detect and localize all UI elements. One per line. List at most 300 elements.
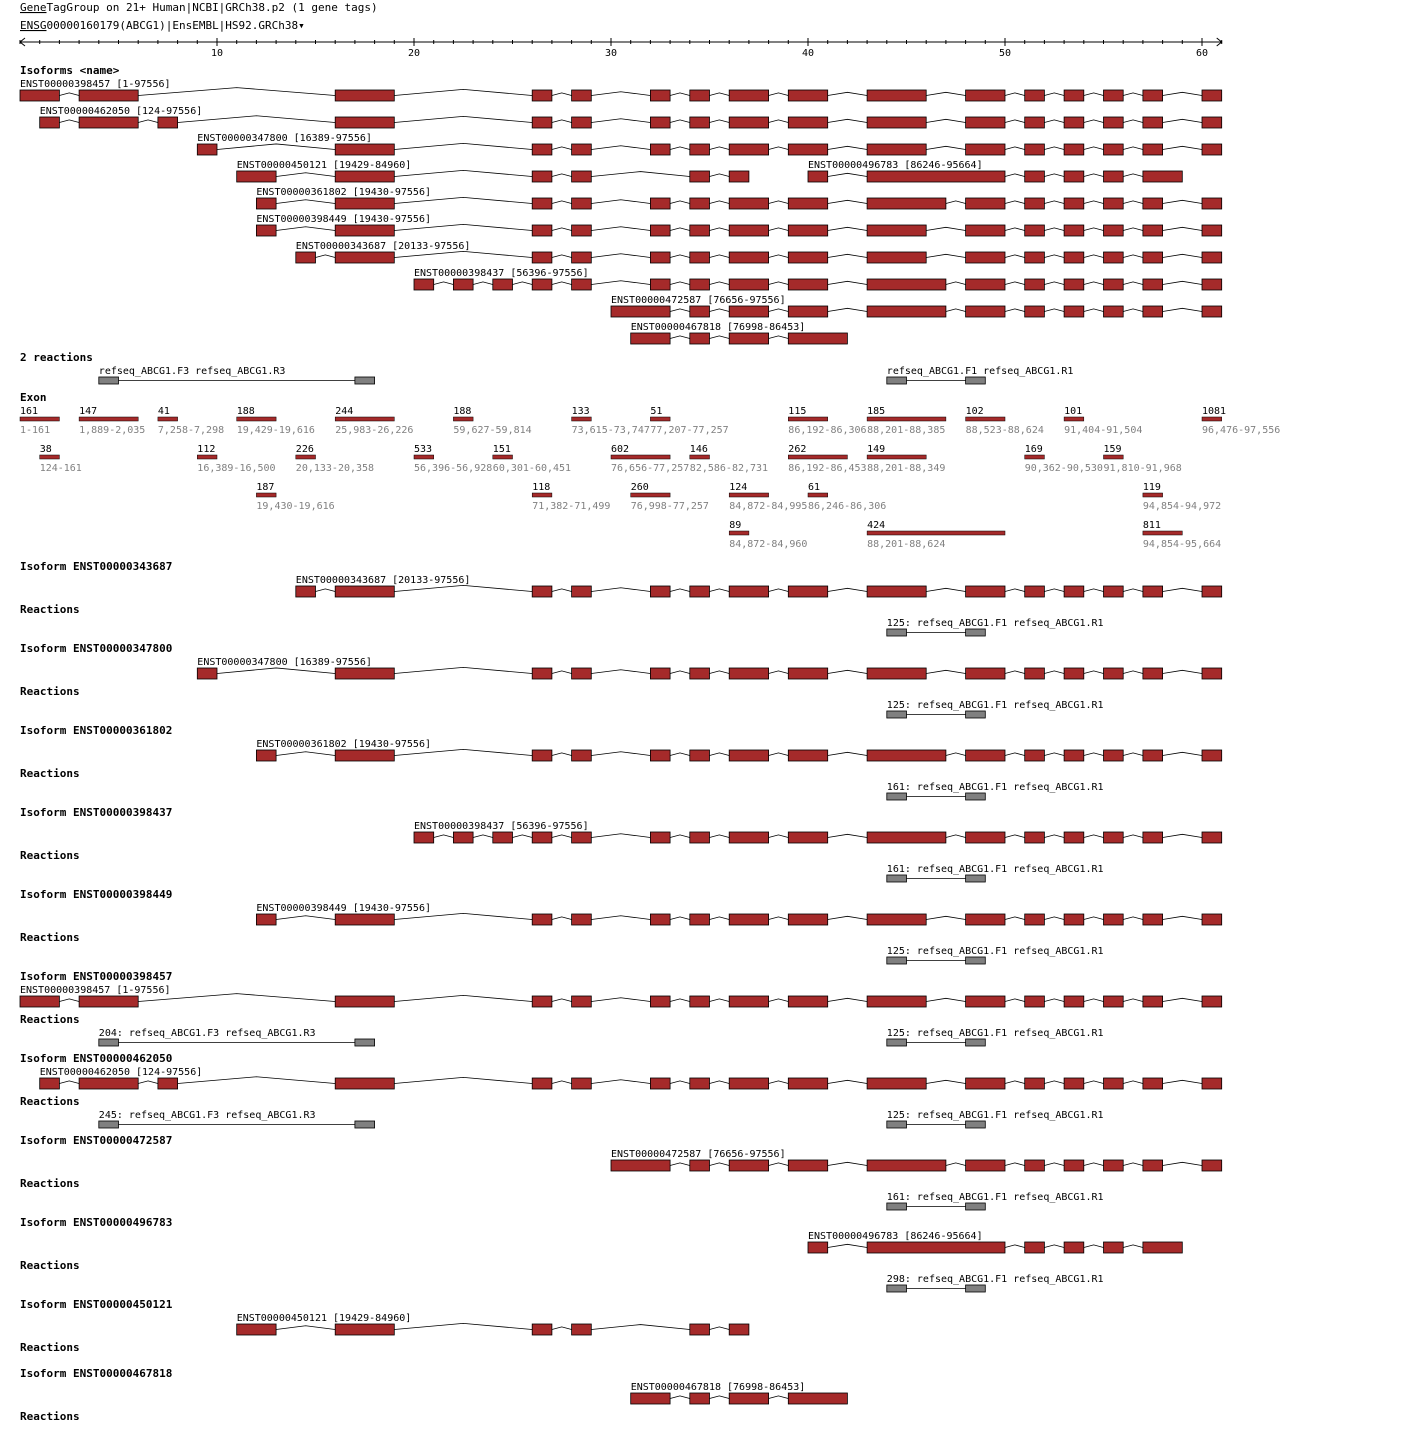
intron-line — [670, 120, 690, 123]
exon-box — [1025, 1242, 1045, 1253]
intron-line — [276, 200, 335, 204]
reaction — [99, 1028, 375, 1046]
exon-length: 112 — [197, 444, 216, 455]
exon-box — [729, 750, 768, 761]
intron-line — [769, 753, 789, 756]
exon-box — [79, 117, 138, 128]
exon-box — [335, 1324, 394, 1335]
intron-line — [670, 835, 690, 838]
exon-length: 115 — [788, 406, 807, 417]
exon-box — [572, 198, 592, 209]
exon-box — [966, 90, 1005, 101]
intron-line — [1005, 228, 1025, 231]
intron-line — [769, 120, 789, 123]
exon-box — [1104, 252, 1124, 263]
isoform-track — [611, 1149, 1222, 1171]
intron-line — [1044, 753, 1064, 756]
exon-box — [1143, 279, 1163, 290]
forward-primer — [887, 957, 907, 964]
exon-box — [729, 198, 768, 209]
exon-box — [335, 252, 394, 263]
intron-line — [1084, 1081, 1104, 1084]
exon-box — [729, 996, 768, 1007]
exon-range: 94,854-95,664 — [1142, 539, 1222, 550]
exon-box — [1064, 1160, 1084, 1171]
exon-box — [335, 90, 394, 101]
exon-box — [729, 1393, 768, 1404]
exon-bar — [690, 455, 710, 459]
exon-box — [867, 668, 926, 679]
exon-box — [966, 586, 1005, 597]
exon-box — [414, 832, 434, 843]
isoform-track — [808, 1231, 1182, 1253]
intron-line — [394, 1323, 532, 1329]
intron-line — [1005, 201, 1025, 204]
isoform-track — [197, 657, 1221, 679]
exon-range: 88,201-88,385 — [867, 425, 946, 436]
exon-length: 102 — [965, 406, 984, 417]
exon-box — [335, 117, 394, 128]
exon-box — [966, 1078, 1005, 1089]
exon-box — [1143, 750, 1163, 761]
reverse-primer — [355, 377, 375, 384]
exon-box — [1064, 832, 1084, 843]
exon-box — [966, 117, 1005, 128]
transcript-label: ENST00000496783 [86246-95664] — [808, 1231, 983, 1242]
intron-line — [769, 1081, 789, 1084]
intron-line — [1084, 201, 1104, 204]
exon-range: 90,362-90,530 — [1024, 463, 1103, 474]
exon-length: 188 — [453, 406, 472, 417]
reverse-primer — [966, 377, 986, 384]
exon-box — [1025, 198, 1045, 209]
exon-box — [1025, 914, 1045, 925]
intron-line — [1163, 1080, 1202, 1083]
exon-length: 38 — [39, 444, 52, 455]
exon-box — [1143, 117, 1163, 128]
reaction — [887, 618, 1104, 636]
exon-box — [867, 586, 926, 597]
exon-box — [729, 668, 768, 679]
isoform-heading: Isoform ENST00000398449 — [20, 888, 173, 901]
exon-box — [1202, 1078, 1222, 1089]
intron-line — [1005, 282, 1025, 285]
exon-box — [237, 1324, 276, 1335]
exon-range: 94,854-94,972 — [1142, 501, 1222, 512]
intron-line — [670, 1396, 690, 1399]
intron-line — [591, 172, 690, 177]
exon-box — [1143, 171, 1182, 182]
exon-box — [532, 171, 552, 182]
exon-box — [729, 117, 768, 128]
intron-line — [926, 227, 965, 230]
reactions-subheading: Reactions — [20, 1013, 80, 1026]
intron-line — [1084, 255, 1104, 258]
exon-length: 159 — [1103, 444, 1122, 455]
exon-table — [20, 406, 1280, 550]
exon-box — [867, 1242, 1005, 1253]
exon-range: 19,430-19,616 — [256, 501, 335, 512]
exon-length: 226 — [295, 444, 314, 455]
chevron-down-icon[interactable]: ▾ — [298, 19, 305, 32]
exon-box — [729, 306, 768, 317]
exon-box — [572, 750, 592, 761]
intron-line — [710, 336, 730, 339]
exon-range: 91,404-91,504 — [1064, 425, 1143, 436]
intron-line — [1123, 309, 1143, 312]
intron-line — [710, 589, 730, 592]
exon-box — [1202, 750, 1222, 761]
reaction — [99, 1110, 375, 1128]
exon-box — [808, 1242, 828, 1253]
intron-line — [1044, 255, 1064, 258]
exon-box — [690, 586, 710, 597]
gene-link[interactable]: Gene — [20, 1, 47, 14]
exon-range: 1-161 — [20, 425, 51, 436]
exon-box — [867, 225, 926, 236]
exon-box — [532, 668, 552, 679]
exon-box — [650, 914, 670, 925]
exon-box — [788, 1078, 827, 1089]
exon-box — [1143, 1078, 1163, 1089]
exon-range: 84,872-84,960 — [729, 539, 808, 550]
intron-line — [394, 89, 532, 95]
exon-box — [572, 90, 592, 101]
reaction-label: refseq_ABCG1.F1 refseq_ABCG1.R1 — [886, 366, 1074, 377]
intron-line — [769, 309, 789, 312]
reactions-subheading: Reactions — [20, 603, 80, 616]
transcript-label: ENST00000462050 [124-97556] — [39, 106, 203, 117]
reverse-primer — [966, 957, 986, 964]
intron-line — [670, 1081, 690, 1084]
exon-entry — [158, 406, 224, 436]
exon-box — [1104, 171, 1124, 182]
exon-box — [966, 750, 1005, 761]
intron-line — [513, 282, 533, 285]
exon-box — [690, 996, 710, 1007]
exon-box — [1064, 90, 1084, 101]
reverse-primer — [966, 875, 986, 882]
isoform-track — [414, 268, 1222, 290]
intron-line — [1123, 671, 1143, 674]
intron-line — [828, 752, 867, 755]
forward-primer — [887, 1203, 907, 1210]
exon-range: 82,586-82,731 — [689, 463, 769, 474]
forward-primer — [887, 1039, 907, 1046]
exon-box — [1202, 279, 1222, 290]
exon-bar — [572, 417, 592, 421]
intron-line — [670, 147, 690, 150]
exon-box — [729, 252, 768, 263]
exon-box — [650, 1078, 670, 1089]
exon-box — [867, 171, 1005, 182]
exon-box — [572, 586, 592, 597]
intron-line — [59, 1081, 79, 1084]
exon-range: 86,192-86,306 — [788, 425, 867, 436]
intron-line — [591, 670, 650, 674]
exon-box — [335, 750, 394, 761]
exon-box — [1064, 306, 1084, 317]
intron-line — [1084, 1245, 1104, 1248]
intron-line — [1163, 916, 1202, 919]
exon-box — [966, 279, 1005, 290]
exon-box — [788, 333, 847, 344]
exon-box — [1202, 996, 1222, 1007]
exon-length: 187 — [256, 482, 275, 493]
intron-line — [1044, 999, 1064, 1002]
intron-line — [828, 1162, 867, 1165]
intron-line — [1163, 670, 1202, 673]
intron-line — [1005, 753, 1025, 756]
intron-line — [394, 143, 532, 149]
intron-line — [591, 119, 650, 123]
exon-bar — [158, 417, 178, 421]
exon-box — [1104, 668, 1124, 679]
isoform-heading: Isoform ENST00000450121 — [20, 1298, 173, 1311]
exon-box — [532, 586, 552, 597]
isoform-detail — [20, 1367, 847, 1423]
exon-entry — [1064, 406, 1142, 436]
intron-line — [1044, 174, 1064, 177]
exon-box — [532, 1324, 552, 1335]
transcript-label: ENST00000347800 [16389-97556] — [197, 133, 372, 144]
intron-line — [1044, 1163, 1064, 1166]
intron-line — [138, 120, 158, 123]
intron-line — [1005, 120, 1025, 123]
transcript-label: ENST00000398437 [56396-97556] — [414, 268, 589, 279]
intron-line — [552, 282, 572, 285]
intron-line — [670, 201, 690, 204]
exon-bar — [867, 417, 946, 421]
intron-line — [710, 999, 730, 1002]
exon-box — [690, 225, 710, 236]
intron-line — [1163, 281, 1202, 284]
forward-primer — [99, 377, 119, 384]
intron-line — [1123, 1081, 1143, 1084]
intron-line — [926, 1080, 965, 1083]
reactions-subheading: Reactions — [20, 1341, 80, 1354]
exon-box — [690, 279, 710, 290]
intron-line — [1123, 917, 1143, 920]
exon-length: 244 — [335, 406, 354, 417]
intron-line — [1123, 999, 1143, 1002]
forward-primer — [887, 629, 907, 636]
reaction — [887, 1274, 1104, 1292]
exon-box — [1104, 279, 1124, 290]
exon-box — [867, 914, 926, 925]
exon-box — [532, 279, 552, 290]
exon-box — [867, 252, 926, 263]
exon-box — [808, 171, 828, 182]
exon-entry — [729, 520, 807, 550]
intron-line — [591, 1080, 650, 1084]
isoform-track — [611, 295, 1222, 317]
exon-length: 602 — [611, 444, 630, 455]
intron-line — [1123, 120, 1143, 123]
reverse-primer — [966, 1039, 986, 1046]
exon-entry — [788, 406, 866, 436]
exon-bar — [20, 417, 59, 421]
reverse-primer — [355, 1039, 375, 1046]
forward-primer — [887, 1285, 907, 1292]
intron-line — [552, 1327, 572, 1330]
exon-length: 811 — [1142, 520, 1161, 531]
exon-bar — [1202, 417, 1222, 421]
isoform-track — [20, 79, 1222, 101]
exon-length: 119 — [1142, 482, 1161, 493]
exon-box — [1202, 117, 1222, 128]
intron-line — [1123, 201, 1143, 204]
exon-box — [1025, 1160, 1045, 1171]
exon-box — [335, 914, 394, 925]
exon-entry — [867, 520, 1005, 550]
intron-line — [1163, 200, 1202, 203]
exon-entry — [532, 482, 610, 512]
gene-id-rest: 00000160179(ABCG1)|EnsEMBL|HS92.GRCh38 — [46, 19, 299, 32]
exon-box — [788, 225, 827, 236]
exon-range: 19,429-19,616 — [236, 425, 315, 436]
exon-box — [335, 225, 394, 236]
intron-line — [552, 174, 572, 177]
intron-line — [670, 228, 690, 231]
intron-line — [828, 200, 867, 203]
intron-line — [552, 147, 572, 150]
intron-line — [670, 282, 690, 285]
exon-box — [197, 144, 217, 155]
intron-line — [394, 116, 532, 122]
intron-line — [1005, 835, 1025, 838]
exon-box — [1104, 225, 1124, 236]
exon-box — [729, 333, 768, 344]
ensg-link[interactable]: ENSG — [20, 19, 47, 32]
intron-line — [926, 998, 965, 1001]
intron-line — [394, 995, 532, 1001]
isoform-track — [40, 106, 1222, 128]
exon-heading: Exon — [20, 391, 47, 404]
intron-line — [1163, 119, 1202, 122]
exon-box — [20, 996, 59, 1007]
exon-bar — [1143, 493, 1163, 497]
intron-line — [1163, 146, 1202, 149]
isoform-heading: Isoform ENST00000462050 — [20, 1052, 173, 1065]
exon-box — [1064, 144, 1084, 155]
isoform-track — [237, 160, 749, 182]
intron-line — [138, 1081, 158, 1084]
exon-range: 91,810-91,968 — [1103, 463, 1182, 474]
exon-entry — [1202, 406, 1280, 436]
exon-box — [532, 1078, 552, 1089]
exon-range: 88,201-88,624 — [867, 539, 946, 550]
intron-line — [591, 281, 650, 285]
intron-line — [710, 835, 730, 838]
transcript-label: ENST00000398457 [1-97556] — [20, 985, 171, 996]
intron-line — [710, 309, 730, 312]
exon-box — [1202, 144, 1222, 155]
exon-bar — [414, 455, 434, 459]
intron-line — [1044, 917, 1064, 920]
exon-box — [1104, 198, 1124, 209]
intron-line — [710, 1396, 730, 1399]
exon-entry — [79, 406, 145, 436]
intron-line — [769, 1163, 789, 1166]
exon-box — [631, 333, 670, 344]
exon-entry — [572, 406, 650, 436]
exon-box — [650, 586, 670, 597]
exon-box — [788, 252, 827, 263]
exon-box — [867, 996, 926, 1007]
intron-line — [394, 749, 532, 755]
exon-box — [1143, 198, 1163, 209]
exon-entry — [808, 482, 886, 512]
exon-bar — [729, 493, 768, 497]
exon-bar — [1025, 455, 1045, 459]
intron-line — [1163, 1162, 1202, 1165]
exon-box — [256, 914, 276, 925]
exon-range: 7,258-7,298 — [157, 425, 225, 436]
exon-box — [1143, 252, 1163, 263]
exon-bar — [867, 455, 926, 459]
exon-box — [572, 279, 592, 290]
isoform-heading: Isoform ENST00000398437 — [20, 806, 173, 819]
exon-box — [296, 586, 316, 597]
exon-box — [79, 90, 138, 101]
exon-box — [867, 90, 926, 101]
exon-range: 77,207-77,257 — [650, 425, 729, 436]
exon-box — [788, 586, 827, 597]
intron-line — [670, 589, 690, 592]
exon-box — [335, 996, 394, 1007]
transcript-label: ENST00000361802 [19430-97556] — [256, 739, 432, 750]
intron-line — [1005, 1081, 1025, 1084]
intron-line — [1005, 255, 1025, 258]
exon-box — [788, 1160, 827, 1171]
intron-line — [1123, 255, 1143, 258]
intron-line — [710, 917, 730, 920]
intron-line — [670, 255, 690, 258]
intron-line — [1084, 174, 1104, 177]
intron-line — [473, 282, 493, 285]
exon-box — [788, 144, 827, 155]
intron-line — [1084, 93, 1104, 96]
reactions-subheading: Reactions — [20, 1177, 80, 1190]
reaction-label: 125: refseq_ABCG1.F1 refseq_ABCG1.R1 — [886, 1110, 1104, 1121]
exon-box — [1025, 252, 1045, 263]
exon-box — [966, 668, 1005, 679]
exon-box — [690, 117, 710, 128]
intron-line — [591, 998, 650, 1002]
exon-box — [1025, 117, 1045, 128]
intron-line — [670, 336, 690, 339]
exon-box — [729, 1078, 768, 1089]
isoform-detail-sections — [20, 560, 1222, 1423]
exon-box — [650, 144, 670, 155]
exon-bar — [40, 455, 60, 459]
exon-box — [788, 996, 827, 1007]
exon-box — [572, 1324, 592, 1335]
exon-entry — [788, 444, 866, 474]
exon-bar — [256, 493, 276, 497]
exon-box — [966, 996, 1005, 1007]
exon-box — [532, 198, 552, 209]
exon-box — [690, 1160, 710, 1171]
intron-line — [1123, 1163, 1143, 1166]
intron-line — [591, 200, 650, 204]
exon-length: 51 — [650, 406, 663, 417]
page-header — [20, 1, 378, 32]
intron-line — [710, 201, 730, 204]
exon-box — [453, 832, 473, 843]
exon-entry — [414, 444, 492, 474]
